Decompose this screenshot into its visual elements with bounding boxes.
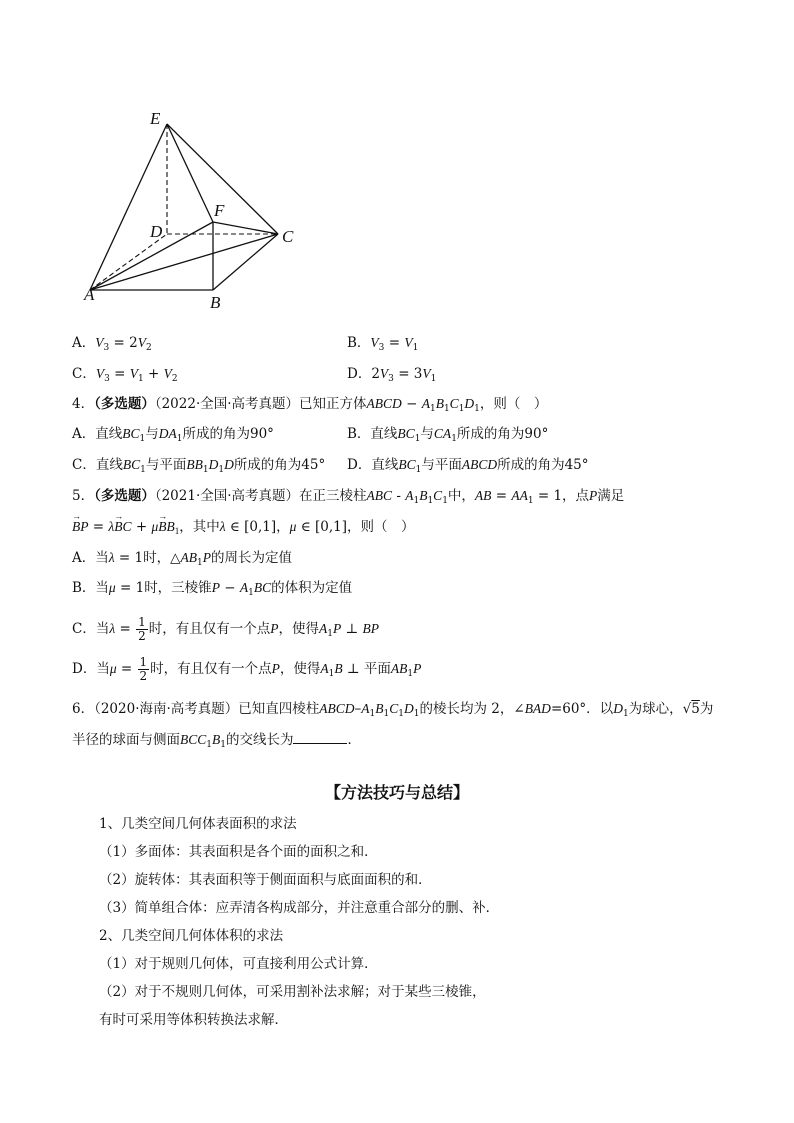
q5-option-d: D．当μ = $\frac{1}{2}$ 时，有且仅有一个点P，使得$A_1B$ ⊥ 平面$AB_1P$	[72, 655, 422, 683]
q4-option-d: D．直线$BC_1$与平面ABCD所成的角为45°	[347, 457, 589, 475]
label-C: C	[282, 227, 294, 246]
summary-p4: （3）简单组合体：应弄清各构成部分，并注意重合部分的删、补．	[99, 900, 500, 916]
summary-p2: （1）多面体：其表面积是各个面的面积之和．	[99, 844, 378, 860]
q3-option-c: C．$V_3 = V_1 + V_2$	[72, 366, 178, 384]
geometry-figure	[78, 104, 338, 316]
label-D: D	[150, 222, 163, 241]
q6-line2: 半径的球面与侧面$BCC_1B_1$的交线长为 ．	[72, 732, 361, 750]
edge-EA	[90, 124, 167, 290]
label-B: B	[210, 293, 221, 312]
q4-option-a: A．直线$BC_1$与$DA_1$所成的角为90°	[72, 426, 274, 444]
summary-p8: 有时可采用等体积转换法求解．	[99, 1012, 288, 1028]
q5-stem: 5．（多选题）（2021·全国·高考真题）在正三棱柱ABC - $A_1B_1C_1$中，AB = $AA_1 = 1$，点P满足	[72, 488, 625, 506]
q5-stem-line2: → BP = λ→ BC + $\mu\to BB_1$，其中λ ∈ [0,1]，μ ∈ [0,1]，则（ ）	[72, 518, 415, 540]
q5-option-a: A．当λ = 1时，$\triangle AB_1P$的周长为定值	[72, 550, 292, 568]
label-A: A	[84, 285, 95, 304]
edge-BC	[213, 234, 278, 290]
q5-option-b: B．当μ = 1时，三棱锥$P - A_1BC$的体积为定值	[72, 580, 353, 598]
q3-option-b: B．$V_3 = V_1$	[347, 335, 419, 353]
q4-stem: 4．（多选题）（2022·全国·高考真题）已知正方体ABCD − $A_1B_1C_1D_1$，则（ ）	[72, 396, 548, 414]
section-heading: 【方法技巧与总结】	[324, 783, 469, 802]
q5-option-c: C．当λ = $\frac{1}{2}$ 时，有且仅有一个点P，使得$A_1P$ ⊥ BP	[72, 615, 380, 643]
q3-option-a: A．$V_3 = 2V_2$	[72, 335, 152, 353]
summary-p7: （2）对于不规则几何体，可采用割补法求解；对于某些三棱锥，	[99, 984, 486, 1000]
edge-EF	[167, 124, 213, 222]
label-E: E	[150, 109, 161, 128]
q3-option-d: D．$2V_3 = 3V_1$	[347, 366, 437, 384]
summary-p1: 1、几类空间几何体表面积的求法	[99, 816, 297, 832]
answer-blank[interactable]	[293, 731, 347, 744]
edge-AD-hidden	[90, 234, 167, 290]
q4-option-b: B．直线$BC_1$与$CA_1$所成的角为90°	[347, 426, 549, 444]
edge-AC	[90, 234, 278, 290]
summary-p5: 2、几类空间几何体体积的求法	[99, 928, 284, 944]
summary-p3: （2）旋转体：其表面积等于侧面面积与底面面积的和．	[99, 872, 432, 888]
pyramid-diagram	[78, 104, 338, 316]
q4-option-c: C．直线$BC_1$与平面$BB_1D_1D$所成的角为45°	[72, 457, 326, 475]
label-F: F	[214, 201, 225, 220]
summary-p6: （1）对于规则几何体，可直接利用公式计算．	[99, 956, 378, 972]
q6-line1: 6．（2020·海南·高考真题）已知直四棱柱ABCD–$A_1B_1C_1D_1$的棱长均为 2，∠BAD=60°．以$D_1$为球心，√5为	[72, 701, 714, 719]
